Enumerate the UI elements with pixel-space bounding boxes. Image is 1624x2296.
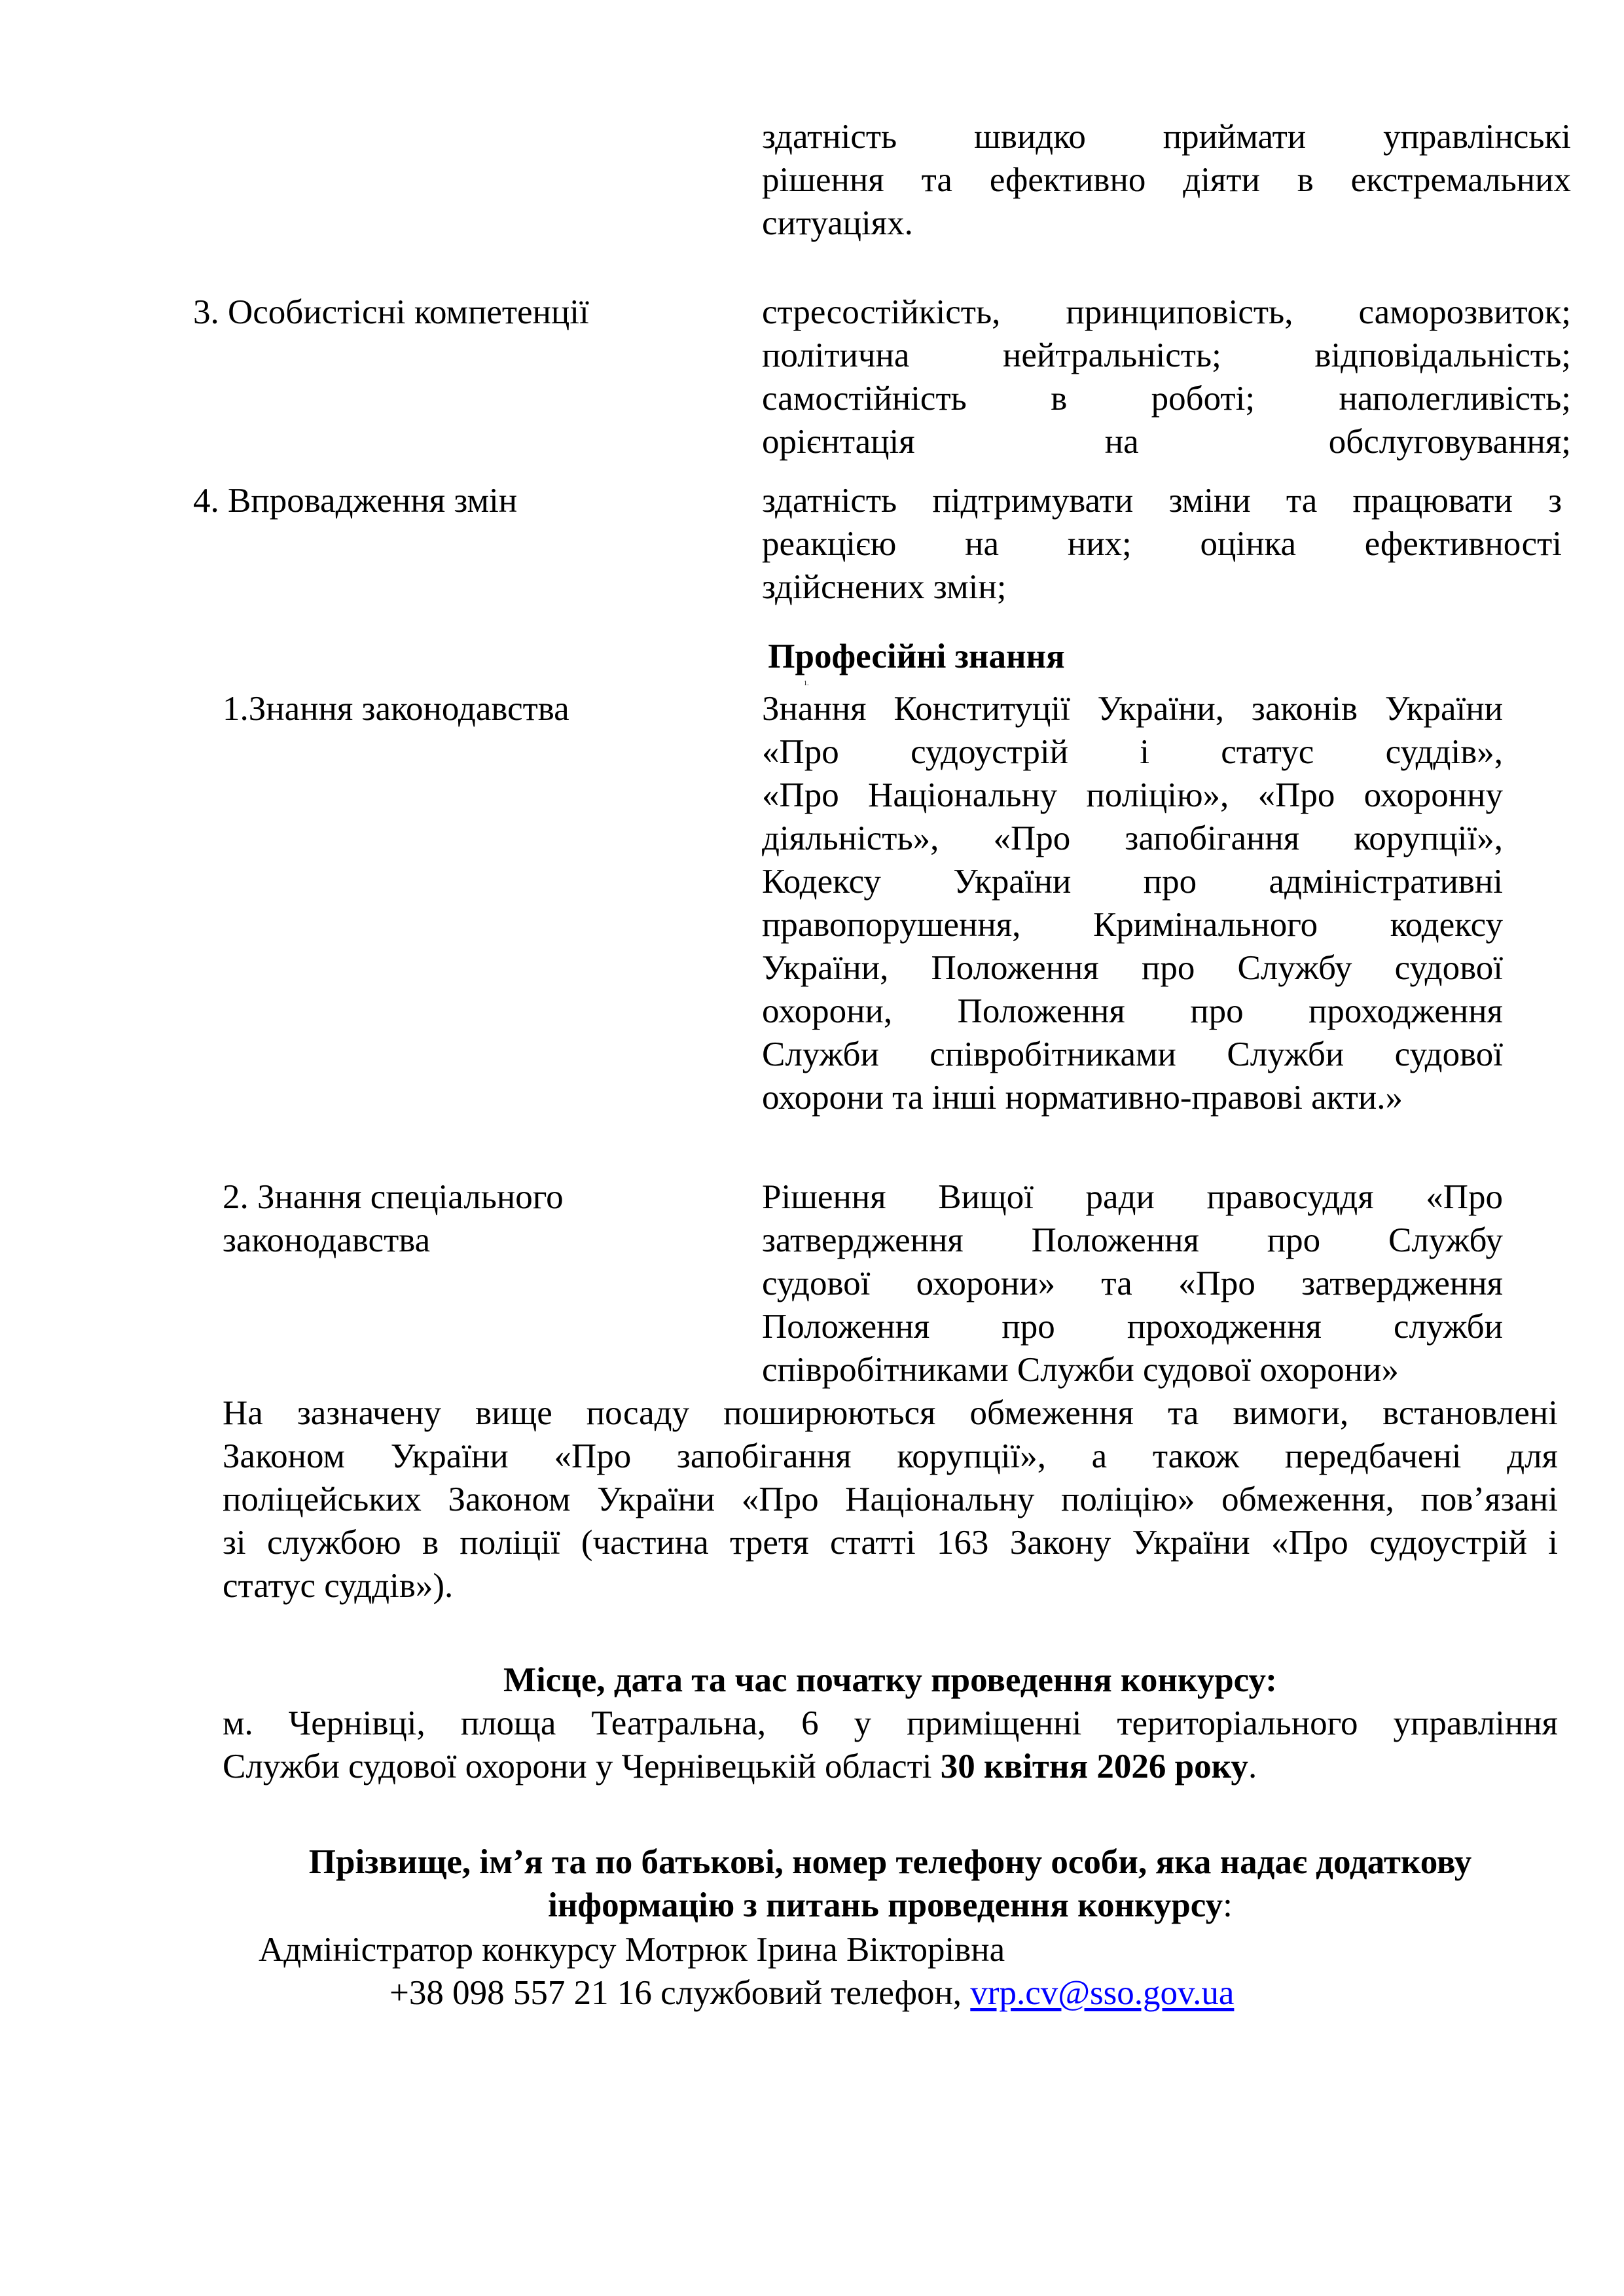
section-heading-venue: Місце, дата та час початку проведення конкурсу: bbox=[503, 1661, 1277, 1699]
competency-change-description bbox=[762, 479, 1562, 609]
text-line: Кодексу України про адміністративні bbox=[762, 863, 1503, 901]
section-heading-professional-knowledge: Професійні знання bbox=[768, 637, 1065, 675]
competency-label-personal: 3. Особистісні компетенції bbox=[193, 293, 589, 331]
text-line: Знання Конституції України, законів України bbox=[762, 690, 1503, 728]
contact-heading-line-2 bbox=[196, 1884, 1584, 1927]
venue-date-line bbox=[223, 1745, 1558, 1788]
contact-heading-line-1: Прізвище, ім’я та по батькові, номер телефону особи, яка надає додаткову bbox=[308, 1843, 1472, 1881]
text-line: ситуаціях. bbox=[762, 204, 913, 242]
text-line: «Про судоустрій і статус суддів», bbox=[762, 733, 1503, 771]
text-line: Рішення Вищої ради правосуддя «Про bbox=[762, 1178, 1503, 1216]
text-line: охорони, Положення про проходження bbox=[762, 992, 1503, 1030]
label-line: 2. Знання спеціального bbox=[223, 1178, 564, 1216]
knowledge-label-legislation: 1.Знання законодавства bbox=[223, 690, 569, 728]
text-line: судової охорони» та «Про затвердження bbox=[762, 1265, 1503, 1302]
text-line: рішення та ефективно діяти в екстремальних bbox=[762, 161, 1571, 199]
text-line: поліцейських Законом України «Про Національну поліцію» обмеження, пов’язані bbox=[223, 1480, 1558, 1518]
competition-administrator: Адміністратор конкурсу Мотрюк Ірина Вікторівна bbox=[259, 1931, 1005, 1969]
text-line: правопорушення, Кримінального кодексу bbox=[762, 906, 1503, 944]
text-line: На зазначену вище посаду поширюються обмеження та вимоги, встановлені bbox=[223, 1394, 1558, 1432]
text-line: орієнтація на обслуговування; bbox=[762, 423, 1571, 461]
text-line: Служби співробітниками Служби судової bbox=[762, 1035, 1503, 1073]
contact-phone-line bbox=[389, 1971, 1234, 2015]
text-line: стресостійкість, принциповість, саморозвиток; bbox=[762, 293, 1571, 331]
text-line: України, Положення про Службу судової bbox=[762, 949, 1503, 987]
text-line: Положення про проходження служби bbox=[762, 1308, 1503, 1346]
text-line: затвердження Положення про Службу bbox=[762, 1221, 1503, 1259]
leadership-competency-tail bbox=[762, 115, 1571, 245]
text-line: здатність підтримувати зміни та працювати з bbox=[762, 482, 1562, 520]
knowledge-legislation-description bbox=[762, 687, 1503, 1119]
punctuation: : bbox=[1223, 1886, 1233, 1924]
competency-personal-description bbox=[762, 291, 1571, 463]
venue-details bbox=[223, 1702, 1558, 1788]
phone-number: +38 098 557 21 16 службовий телефон, bbox=[389, 1974, 971, 2012]
section-heading-contact bbox=[196, 1840, 1584, 1927]
text-line: діяльність», «Про запобігання корупції», bbox=[762, 819, 1503, 857]
text-line: політична нейтральність; відповідальність; bbox=[762, 336, 1571, 374]
text-line: Законом України «Про запобігання корупції», а також передбачені для bbox=[223, 1437, 1558, 1475]
text-line: охорони та інші нормативно-правові акти.» bbox=[762, 1079, 1403, 1117]
contact-heading-text: інформацію з питань проведення конкурсу bbox=[548, 1886, 1223, 1924]
knowledge-label-special-legislation bbox=[223, 1175, 564, 1262]
text-line: самостійність в роботі; наполегливість; bbox=[762, 380, 1571, 418]
punctuation: . bbox=[1248, 1748, 1257, 1785]
text-line: «Про Національну поліцію», «Про охоронну bbox=[762, 776, 1503, 814]
list-marker: 1. bbox=[804, 680, 809, 687]
venue-address-line: м. Чернівці, площа Театральна, 6 у приміщенні територіального управління bbox=[223, 1704, 1558, 1742]
text-line: здатність швидко приймати управлінські bbox=[762, 118, 1571, 156]
contact-email-link[interactable]: vrp.cv@sso.gov.ua bbox=[970, 1974, 1235, 2012]
text-line: здійснених змін; bbox=[762, 568, 1007, 606]
label-line: законодавства bbox=[223, 1221, 431, 1259]
text-line: реакцією на них; оцінка ефективності bbox=[762, 525, 1562, 563]
text-line: статус суддів»). bbox=[223, 1567, 454, 1605]
competency-label-change: 4. Впровадження змін bbox=[193, 482, 518, 520]
restrictions-paragraph bbox=[223, 1391, 1558, 1607]
venue-location-text: Служби судової охорони у Чернівецькій області bbox=[223, 1748, 941, 1785]
text-line: зі службою в поліції (частина третя статті 163 Закону України «Про судоустрій і bbox=[223, 1524, 1558, 1562]
competition-date: 30 квітня 2026 року bbox=[940, 1748, 1248, 1785]
knowledge-special-legislation-description bbox=[762, 1175, 1503, 1391]
text-line: співробітниками Служби судової охорони» bbox=[762, 1351, 1399, 1389]
